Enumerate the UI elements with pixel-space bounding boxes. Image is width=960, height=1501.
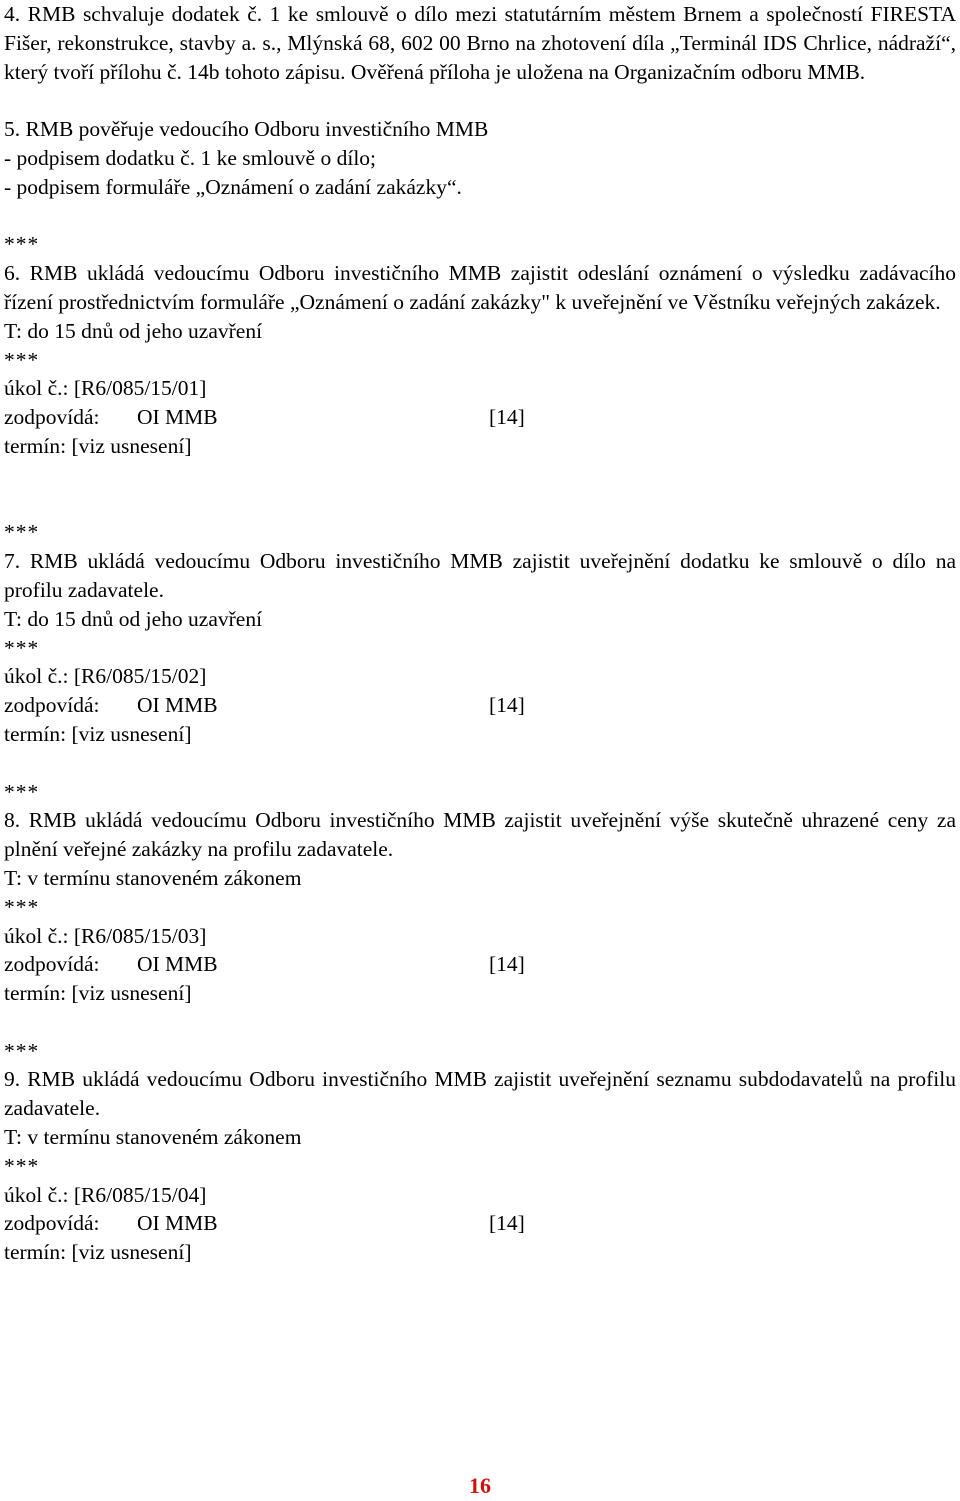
task-term: termín: [viz usnesení]	[4, 1240, 192, 1265]
resolution-item-5-point-1: - podpisem dodatku č. 1 ke smlouvě o dílo;	[4, 145, 377, 170]
document-page	[4, 0, 956, 1267]
resolution-item-4: 4. RMB schvaluje dodatek č. 1 ke smlouvě o dílo mezi statutárním městem Brnem a společností FIRESTA Fišer, rekonstrukce, stavby a. s., Mlýnská 68, 602 00 Brno na zhotovení díla „Terminál IDS Chrlice, nádraží“, který tvoří přílohu č. 14b tohoto zápisu. Ověřená příloha je uložena na Organizačním odboru MMB.	[4, 2, 956, 84]
task-responsible	[4, 403, 956, 432]
separator: ***	[4, 779, 40, 804]
separator: ***	[4, 347, 40, 372]
responsible-code: [14]	[489, 693, 525, 718]
spacer	[4, 461, 956, 519]
spacer	[4, 86, 956, 115]
task-block	[4, 374, 956, 460]
responsible-label: zodpovídá:	[4, 405, 100, 430]
task-number: úkol č.: [R6/085/15/04]	[4, 1182, 207, 1207]
resolution-item-5-point-2: - podpisem formuláře „Oznámení o zadání zakázky“.	[4, 174, 462, 199]
separator: ***	[4, 894, 40, 919]
task-responsible	[4, 1209, 956, 1238]
spacer	[4, 1008, 956, 1037]
responsible-value: OI MMB	[137, 405, 218, 430]
task-number: úkol č.: [R6/085/15/01]	[4, 376, 207, 401]
responsible-code: [14]	[489, 405, 525, 430]
responsible-value: OI MMB	[137, 693, 218, 718]
deadline: T: v termínu stanoveném zákonem	[4, 1125, 302, 1150]
spacer	[4, 749, 956, 778]
task-block	[4, 1181, 956, 1267]
task-number: úkol č.: [R6/085/15/02]	[4, 664, 207, 689]
task-number: úkol č.: [R6/085/15/03]	[4, 923, 207, 948]
task-term: termín: [viz usnesení]	[4, 981, 192, 1006]
task-responsible	[4, 691, 956, 720]
responsible-label: zodpovídá:	[4, 693, 100, 718]
deadline: T: do 15 dnů od jeho uzavření	[4, 606, 263, 631]
responsible-value: OI MMB	[137, 1211, 218, 1236]
responsible-label: zodpovídá:	[4, 952, 100, 977]
separator: ***	[4, 232, 40, 257]
responsible-code: [14]	[489, 952, 525, 977]
responsible-label: zodpovídá:	[4, 1211, 100, 1236]
resolution-item-9: 9. RMB ukládá vedoucímu Odboru investičního MMB zajistit uveřejnění seznamu subdodavatelů na profilu zadavatele.	[4, 1067, 956, 1121]
resolution-item-5: 5. RMB pověřuje vedoucího Odboru investičního MMB	[4, 117, 489, 142]
resolution-item-7: 7. RMB ukládá vedoucímu Odboru investičního MMB zajistit uveřejnění dodatku ke smlouvě o dílo na profilu zadavatele.	[4, 549, 956, 602]
deadline: T: v termínu stanoveném zákonem	[4, 865, 302, 890]
responsible-code: [14]	[489, 1211, 525, 1236]
separator: ***	[4, 520, 40, 545]
responsible-value: OI MMB	[137, 952, 218, 977]
separator: ***	[4, 1038, 40, 1063]
deadline: T: do 15 dnů od jeho uzavření	[4, 318, 263, 343]
task-term: termín: [viz usnesení]	[4, 721, 192, 746]
separator: ***	[4, 1153, 40, 1178]
separator: ***	[4, 635, 40, 660]
task-block	[4, 922, 956, 1008]
resolution-item-8: 8. RMB ukládá vedoucímu Odboru investičního MMB zajistit uveřejnění výše skutečně uhrazené ceny za plnění veřejné zakázky na profilu zadavatele.	[4, 808, 956, 862]
page-number: 16	[469, 1473, 491, 1498]
task-responsible	[4, 950, 956, 979]
task-term: termín: [viz usnesení]	[4, 433, 192, 458]
spacer	[4, 202, 956, 231]
task-block	[4, 662, 956, 748]
resolution-item-6: 6. RMB ukládá vedoucímu Odboru investičního MMB zajistit odeslání oznámení o výsledku zadávacího řízení prostřednictvím formuláře „Oznámení o zadání zakázky" k uveřejnění ve Věstníku veřejných zakázek.	[4, 261, 956, 314]
